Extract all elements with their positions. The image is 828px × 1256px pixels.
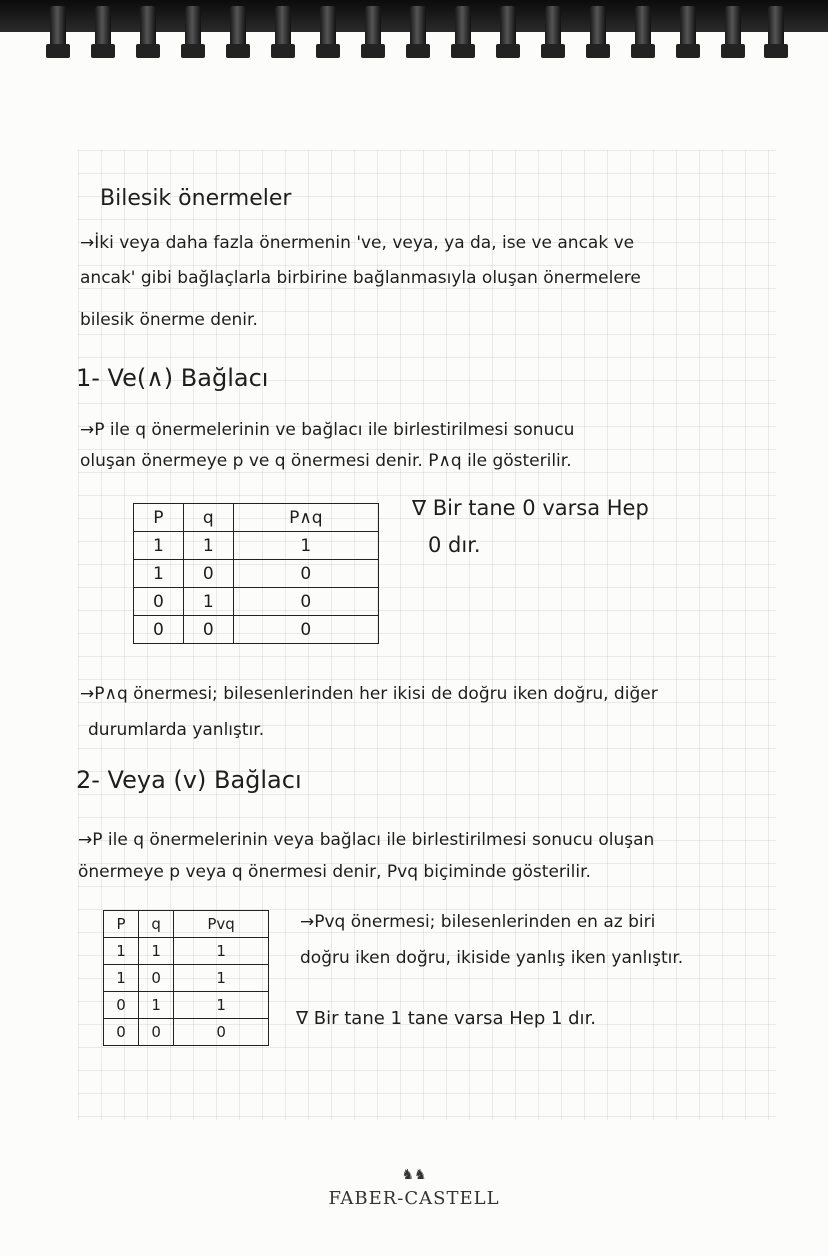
table-cell: 0 — [134, 588, 184, 616]
ring-icon — [365, 6, 381, 58]
table-cell: 1 — [174, 965, 269, 992]
table-row — [134, 588, 379, 616]
ring-icon — [545, 6, 561, 58]
table-cell: 0 — [139, 965, 174, 992]
intro-line-3: bilesik önerme denir. — [80, 310, 258, 330]
page-title: Bilesik önermeler — [100, 186, 292, 211]
ring-icon — [500, 6, 516, 58]
table-cell: 0 — [104, 1019, 139, 1046]
table-header-cell: q — [139, 911, 174, 938]
section2-summary-line-1: →Pvq önermesi; bilesenlerinden en az biri — [300, 912, 656, 932]
ring-icon — [680, 6, 696, 58]
table-row — [134, 560, 379, 588]
ring-icon — [185, 6, 201, 58]
section2-summary-line-2: doğru iken doğru, ikiside yanlış iken yanlıştır. — [300, 948, 684, 968]
table-cell: 1 — [104, 938, 139, 965]
brand-logo: FABER-CASTELL — [328, 1188, 500, 1209]
table-row — [134, 532, 379, 560]
table-cell: 1 — [134, 560, 184, 588]
and-truth-table — [133, 503, 379, 644]
section2-desc-line-2: önermeye p veya q önermesi denir, Pvq biçiminde gösterilir. — [78, 862, 591, 882]
table-cell: 0 — [139, 1019, 174, 1046]
intro-line-2: ancak' gibi bağlaçlarla birbirine bağlanmasıyla oluşan önermelere — [80, 268, 641, 288]
table-header-cell: Pvq — [174, 911, 269, 938]
table-cell: 0 — [233, 560, 378, 588]
intro-line-1: →İki veya daha fazla önermenin 've, veya, ya da, ise ve ancak ve — [80, 233, 635, 253]
section2-note: ∇ Bir tane 1 tane varsa Hep 1 dır. — [296, 1008, 597, 1029]
ring-icon — [230, 6, 246, 58]
section1-heading: 1- Ve(∧) Bağlacı — [76, 364, 269, 392]
knights-logo-icon: ♞♞ — [401, 1167, 427, 1183]
ring-icon — [768, 6, 784, 58]
table-header-cell: q — [183, 504, 233, 532]
ring-icon — [725, 6, 741, 58]
section1-note-line-1: ∇ Bir tane 0 varsa Hep — [412, 496, 649, 520]
table-cell: 1 — [233, 532, 378, 560]
table-header-cell: P — [134, 504, 184, 532]
table-row — [104, 965, 269, 992]
ring-icon — [50, 6, 66, 58]
table-cell: 1 — [139, 938, 174, 965]
ring-icon — [320, 6, 336, 58]
section1-summary-line-1: →P∧q önermesi; bilesenlerinden her ikisi de doğru iken doğru, diğer — [80, 684, 658, 704]
or-truth-table — [103, 910, 269, 1046]
ring-icon — [410, 6, 426, 58]
ring-icon — [95, 6, 111, 58]
ring-icon — [275, 6, 291, 58]
section1-note-line-2: 0 dır. — [428, 533, 481, 557]
table-cell: 0 — [183, 616, 233, 644]
ring-icon — [455, 6, 471, 58]
table-cell: 0 — [233, 588, 378, 616]
table-cell: 1 — [139, 992, 174, 1019]
table-row — [104, 1019, 269, 1046]
table-cell: 0 — [183, 560, 233, 588]
section1-desc-line-1: →P ile q önermelerinin ve bağlacı ile birlestirilmesi sonucu — [80, 420, 575, 440]
table-row — [104, 938, 269, 965]
table-row — [104, 992, 269, 1019]
ring-icon — [140, 6, 156, 58]
section1-desc-line-2: oluşan önermeye p ve q önermesi denir. P∧q ile gösterilir. — [80, 451, 572, 471]
table-header-row — [104, 911, 269, 938]
section2-desc-line-1: →P ile q önermelerinin veya bağlacı ile birlestirilmesi sonucu oluşan — [78, 830, 655, 850]
section1-summary-line-2: durumlarda yanlıştır. — [88, 720, 265, 740]
table-header-row — [134, 504, 379, 532]
section2-heading: 2- Veya (v) Bağlacı — [76, 766, 302, 794]
page-right-margin — [776, 150, 828, 1120]
table-row — [134, 616, 379, 644]
table-cell: 0 — [174, 1019, 269, 1046]
table-cell: 1 — [174, 938, 269, 965]
page-left-margin — [0, 150, 78, 1120]
table-cell: 1 — [134, 532, 184, 560]
table-header-cell: P — [104, 911, 139, 938]
spiral-rings — [40, 0, 800, 70]
table-cell: 0 — [104, 992, 139, 1019]
ring-icon — [590, 6, 606, 58]
table-cell: 1 — [183, 532, 233, 560]
ring-icon — [635, 6, 651, 58]
table-cell: 1 — [183, 588, 233, 616]
table-cell: 1 — [104, 965, 139, 992]
table-cell: 1 — [174, 992, 269, 1019]
table-cell: 0 — [233, 616, 378, 644]
table-header-cell: P∧q — [233, 504, 378, 532]
table-cell: 0 — [134, 616, 184, 644]
